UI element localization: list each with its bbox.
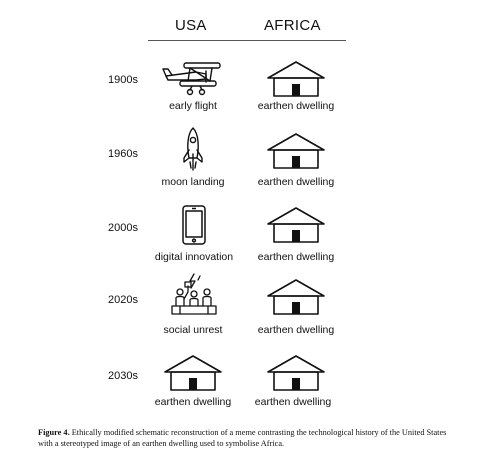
africa-column-header: AFRICA [264,17,321,34]
year-label: 2030s [108,370,138,382]
smartphone-icon [181,204,207,246]
year-label: 1900s [108,74,138,86]
usa-label: moon landing [161,176,225,188]
usa-column-header: USA [175,17,207,34]
africa-label: earthen dwelling [257,100,335,112]
usa-label: early flight [169,100,217,112]
caption-text: Ethically modified schematic reconstruction of a meme contrasting the technological history of the United States with a stereotyped image of an earthen dwelling used to symbolise Africa. [38,428,447,448]
africa-label: earthen dwelling [254,396,332,408]
row-2030s [0,350,480,420]
usa-label: social unrest [163,324,223,336]
protest-icon [170,272,220,318]
usa-label: digital innovation [154,251,234,263]
africa-label: earthen dwelling [257,176,335,188]
africa-label: earthen dwelling [257,324,335,336]
usa-label: earthen dwelling [154,396,232,408]
rocket-icon [182,126,204,172]
biplane-icon [160,60,226,96]
row-2000s [0,202,480,272]
hut-icon [266,278,326,316]
row-1960s [0,126,480,196]
year-label: 1960s [108,148,138,160]
year-label: 2000s [108,222,138,234]
hut-icon [266,132,326,170]
header-divider [148,40,346,41]
row-2020s [0,272,480,342]
hut-icon [266,60,326,98]
figure-number: Figure 4. [38,428,70,437]
africa-label: earthen dwelling [257,251,335,263]
hut-icon [266,354,326,392]
hut-icon [163,354,223,392]
year-label: 2020s [108,294,138,306]
figure-caption [38,428,458,449]
hut-icon [266,206,326,244]
row-1900s [0,58,480,128]
